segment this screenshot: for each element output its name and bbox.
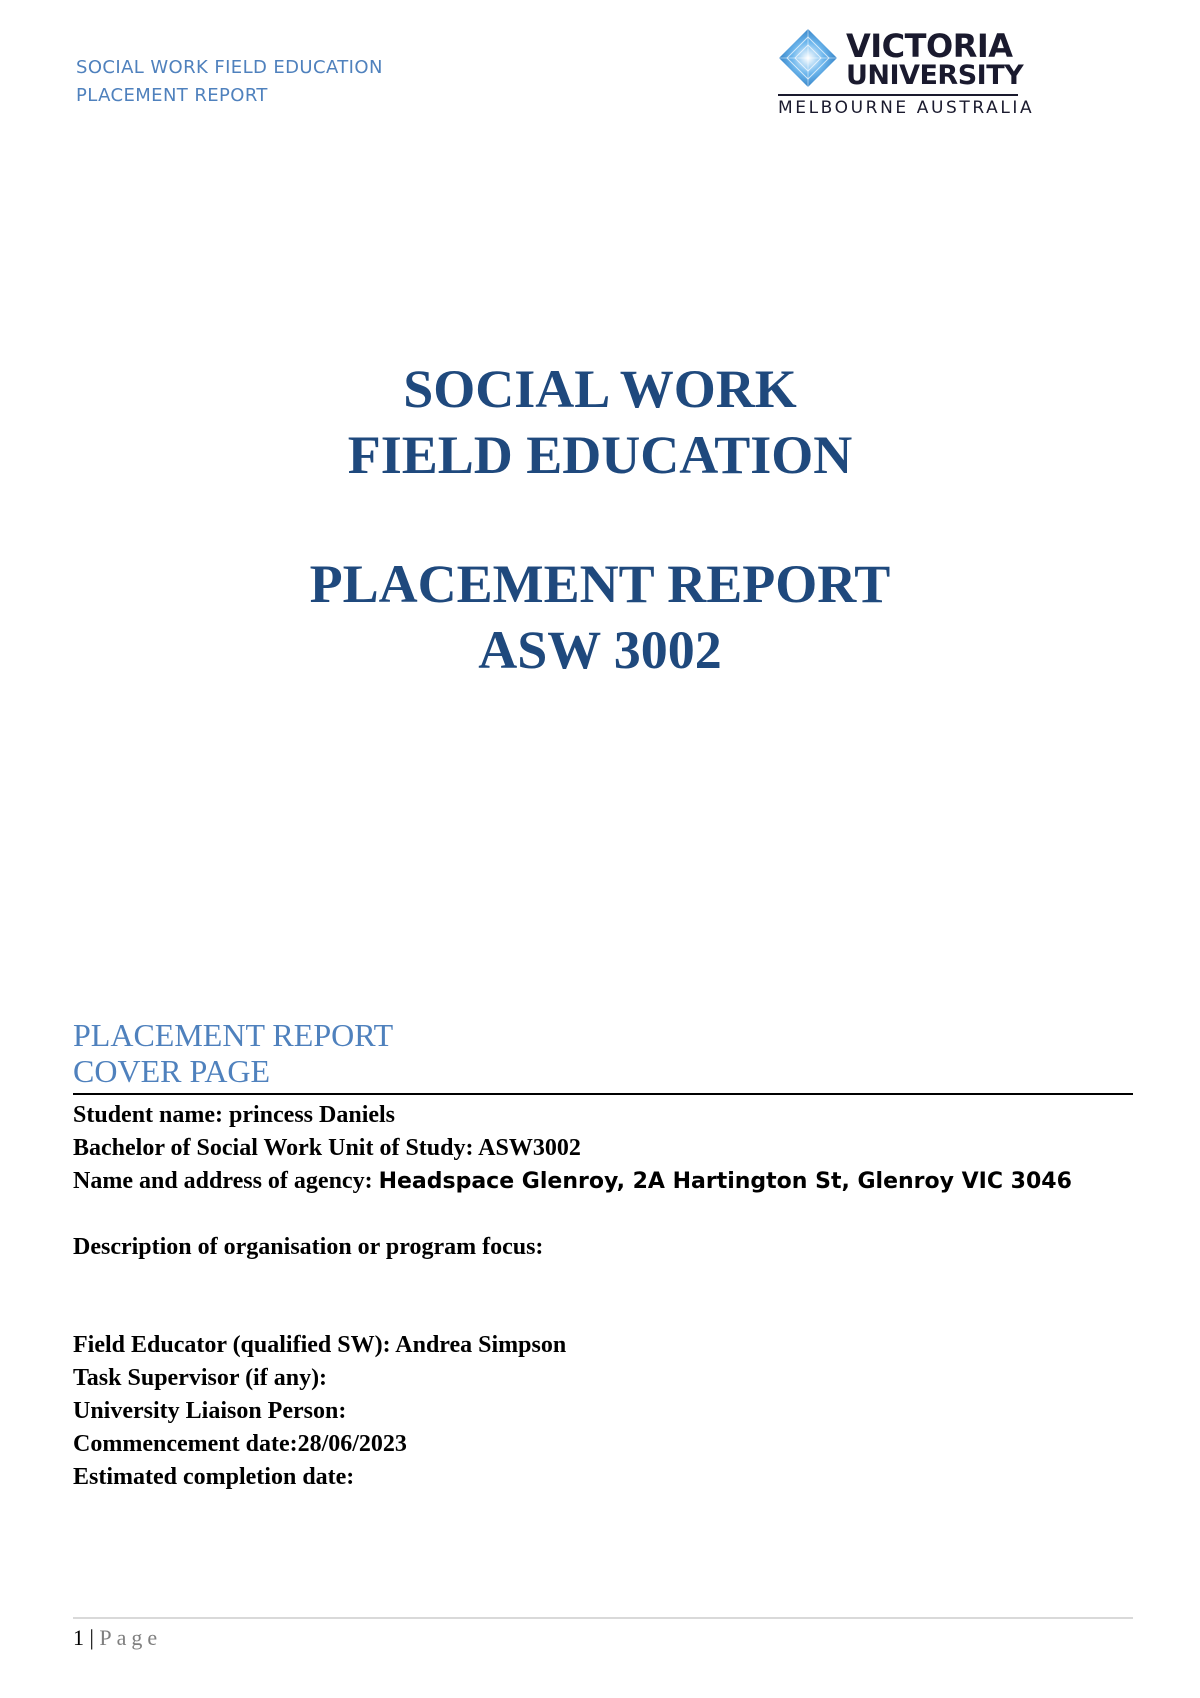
running-header-line-1: SOCIAL WORK FIELD EDUCATION [76,57,383,78]
completion-date-field [73,1461,1072,1494]
cover-page-heading [73,1017,393,1089]
task-supervisor-field [73,1362,1072,1395]
title-line-3: PLACEMENT REPORT [309,554,891,614]
cover-heading-rule [73,1093,1133,1095]
description-label: Description of organisation or program focus: [73,1234,544,1260]
commencement-date-value: 28/06/2023 [297,1431,407,1457]
title-line-1: SOCIAL WORK [403,359,797,419]
field-educator-value: Andrea Simpson [395,1332,567,1358]
logo-name-line-1: VICTORIA [846,27,1013,65]
student-name-value: princess Daniels [229,1102,396,1128]
footer-rule [73,1617,1133,1619]
unit-of-study-label: Bachelor of Social Work Unit of Study: [73,1135,479,1161]
student-name-field [73,1099,1072,1132]
unit-of-study-field [73,1132,1072,1165]
completion-date-label: Estimated completion date: [73,1464,355,1490]
spacer [73,1264,1072,1329]
victoria-university-logo [778,27,1035,118]
logo-name-line-2: UNIVERSITY [846,60,1024,91]
spacer [73,1198,1072,1231]
task-supervisor-label: Task Supervisor (if any): [73,1365,328,1391]
commencement-date-field [73,1428,1072,1461]
cover-fields [73,1099,1072,1494]
running-header-line-2: PLACEMENT REPORT [76,85,268,106]
page-label: Page [99,1625,163,1650]
liaison-person-label: University Liaison Person: [73,1398,347,1424]
field-educator-label: Field Educator (qualified SW): [73,1332,396,1358]
document-subtitle [0,551,1200,683]
logo-tagline: MELBOURNE AUSTRALIA [778,98,1035,118]
liaison-person-field [73,1395,1072,1428]
page-number: 1 [73,1625,84,1650]
page-separator: | [84,1625,100,1650]
agency-field [73,1165,1072,1198]
agency-label: Name and address of agency: [73,1168,379,1194]
description-field [73,1231,1072,1264]
agency-value: Headspace Glenroy, 2A Hartington St, Glenroy VIC 3046 [378,1169,1072,1194]
title-line-2: FIELD EDUCATION [347,425,853,485]
cover-heading-line-1: PLACEMENT REPORT [73,1017,394,1053]
field-educator-field [73,1329,1072,1362]
page-footer [73,1623,162,1653]
document-title [0,356,1200,488]
diamond-logo-icon [778,28,838,88]
student-name-label: Student name: [73,1102,230,1128]
running-header [76,54,383,110]
title-line-4: ASW 3002 [478,620,722,680]
commencement-date-label: Commencement date: [73,1431,298,1457]
logo-divider [778,94,1018,96]
cover-heading-line-2: COVER PAGE [73,1053,271,1089]
unit-of-study-value: ASW3002 [478,1135,581,1161]
